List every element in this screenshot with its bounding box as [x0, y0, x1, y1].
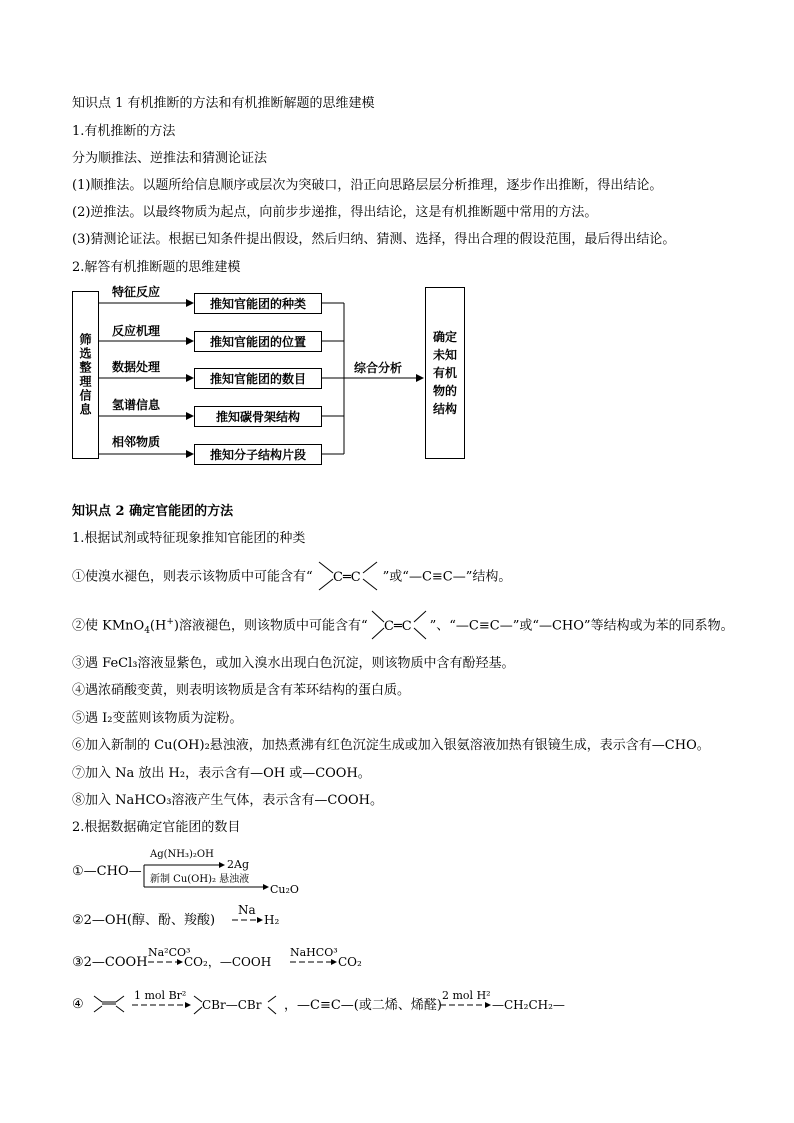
r3-cond: Na²CO³: [148, 946, 191, 959]
r4-cond: 1 mol Br²: [134, 989, 187, 1002]
alkene-structure-1: [313, 568, 383, 586]
item-7: ⑦加入 Na 放出 H₂，表示含有—OH 或—COOH。: [72, 766, 371, 781]
section2-sub1: 1.根据试剂或特征现象推知官能团的种类: [72, 531, 306, 546]
reaction-1-graphic: [72, 843, 312, 899]
box-5: 推知分子结构片段: [194, 444, 322, 465]
r4-prod: CBr—CBr: [202, 998, 262, 1012]
r4-mid: ，—C≡C—(或二烯、烯醛): [284, 998, 442, 1013]
method-guess: (3)猜测论证法。根据已知条件提出假设，然后归纳、猜测、选择，得出合理的假设范围，最后得出结论。: [72, 232, 676, 247]
item-8: ⑧加入 NaHCO₃溶液产生气体，表示含有—COOH。: [72, 793, 384, 808]
item-2: ②使 KMnO$_4$(H+)溶液褪色，则该物质中可能含有“ C═C ”、“—C≡C—”或“—CHO”等结构或为苯的同系物。: [72, 617, 734, 636]
method-forward: (1)顺推法。以题所给信息顺序或层次为突破口，沿正向思路层层分析推理，逐步作出推断，得出结论。: [72, 178, 663, 193]
r1-bot-cond: 新制 Cu(OH)₂ 悬浊液: [150, 874, 250, 885]
label-5: 相邻物质: [112, 435, 161, 449]
label-4: 氢谱信息: [112, 398, 161, 412]
item-4: ④遇浓硝酸变黄，则表明该物质是含有苯环结构的蛋白质。: [72, 683, 411, 698]
item-6: ⑥加入新制的 Cu(OH)₂悬浊液，加热煮沸有红色沉淀生成或加入银氨溶液加热有银镜生成，表示含有—CHO。: [72, 738, 710, 753]
alkene-label-1: C═C: [332, 570, 361, 585]
method-backward: (2)逆推法。以最终物质为起点，向前步步递推，得出结论，这是有机推断题中常用的方法。: [72, 205, 598, 220]
section1-sub2: 2.解答有机推断题的思维建模: [72, 260, 241, 275]
r3-prod: CO₂: [338, 955, 362, 969]
reaction-3: [72, 946, 392, 972]
r4-cond2: 2 mol H²: [442, 989, 491, 1002]
item-5: ⑤遇 I₂变蓝则该物质为淀粉。: [72, 711, 243, 726]
reaction-2: [72, 904, 372, 930]
r1-top-cond: Ag(NH₃)₂OH: [150, 849, 214, 860]
section1-sub1: 1.有机推断的方法: [72, 124, 176, 139]
section1-title: 知识点 1 有机推断的方法和有机推断解题的思维建模: [72, 96, 375, 111]
result-box: 确定未知有机物的结构: [425, 287, 465, 459]
r4-prod2: —CH₂CH₂—: [492, 998, 565, 1012]
box-2: 推知官能团的位置: [194, 331, 322, 352]
alkene-structure-2: [368, 617, 430, 635]
r1-bot-prod: Cu₂O: [270, 883, 299, 896]
r3-cond2: NaHCO³: [290, 946, 338, 959]
box-3: 推知官能团的数目: [194, 368, 322, 389]
alkene-label-2: C═C: [383, 619, 412, 634]
r1-top-prod: 2Ag: [227, 858, 249, 871]
r3-left: ③2—COOH: [72, 955, 148, 970]
section2-sub2: 2.根据数据确定官能团的数目: [72, 820, 241, 835]
item-3: ③遇 FeCl₃溶液显紫色，或加入溴水出现白色沉淀，则该物质中含有酚羟基。: [72, 656, 515, 671]
mid-label: 综合分析: [354, 361, 403, 375]
r2-left: ②2—OH(醇、酚、羧酸): [72, 913, 216, 928]
r3-mid: CO₂，—COOH: [184, 955, 272, 969]
reaction-4: [72, 986, 592, 1020]
box-4: 推知碳骨架结构: [194, 406, 322, 427]
r1-left: ①—CHO—: [72, 864, 142, 879]
item-1: ①使溴水褪色，则表示该物质中可能含有“ C═C ”或“—C≡C—”结构。: [72, 568, 511, 587]
left-box: 筛选整理信息: [72, 291, 99, 459]
label-1: 特征反应: [112, 285, 161, 299]
box-1: 推知官能团的种类: [194, 293, 322, 314]
r2-prod: H₂: [264, 913, 280, 927]
section2-title: 知识点 2 确定官能团的方法: [72, 504, 234, 519]
r4-left: ④: [72, 997, 84, 1012]
r2-cond: Na: [238, 904, 256, 917]
section1-intro: 分为顺推法、逆推法和猜测论证法: [72, 151, 268, 166]
label-2: 反应机理: [112, 324, 161, 338]
reaction-1: [72, 843, 312, 899]
label-3: 数据处理: [112, 360, 161, 374]
thinking-model-diagram: [72, 285, 468, 463]
